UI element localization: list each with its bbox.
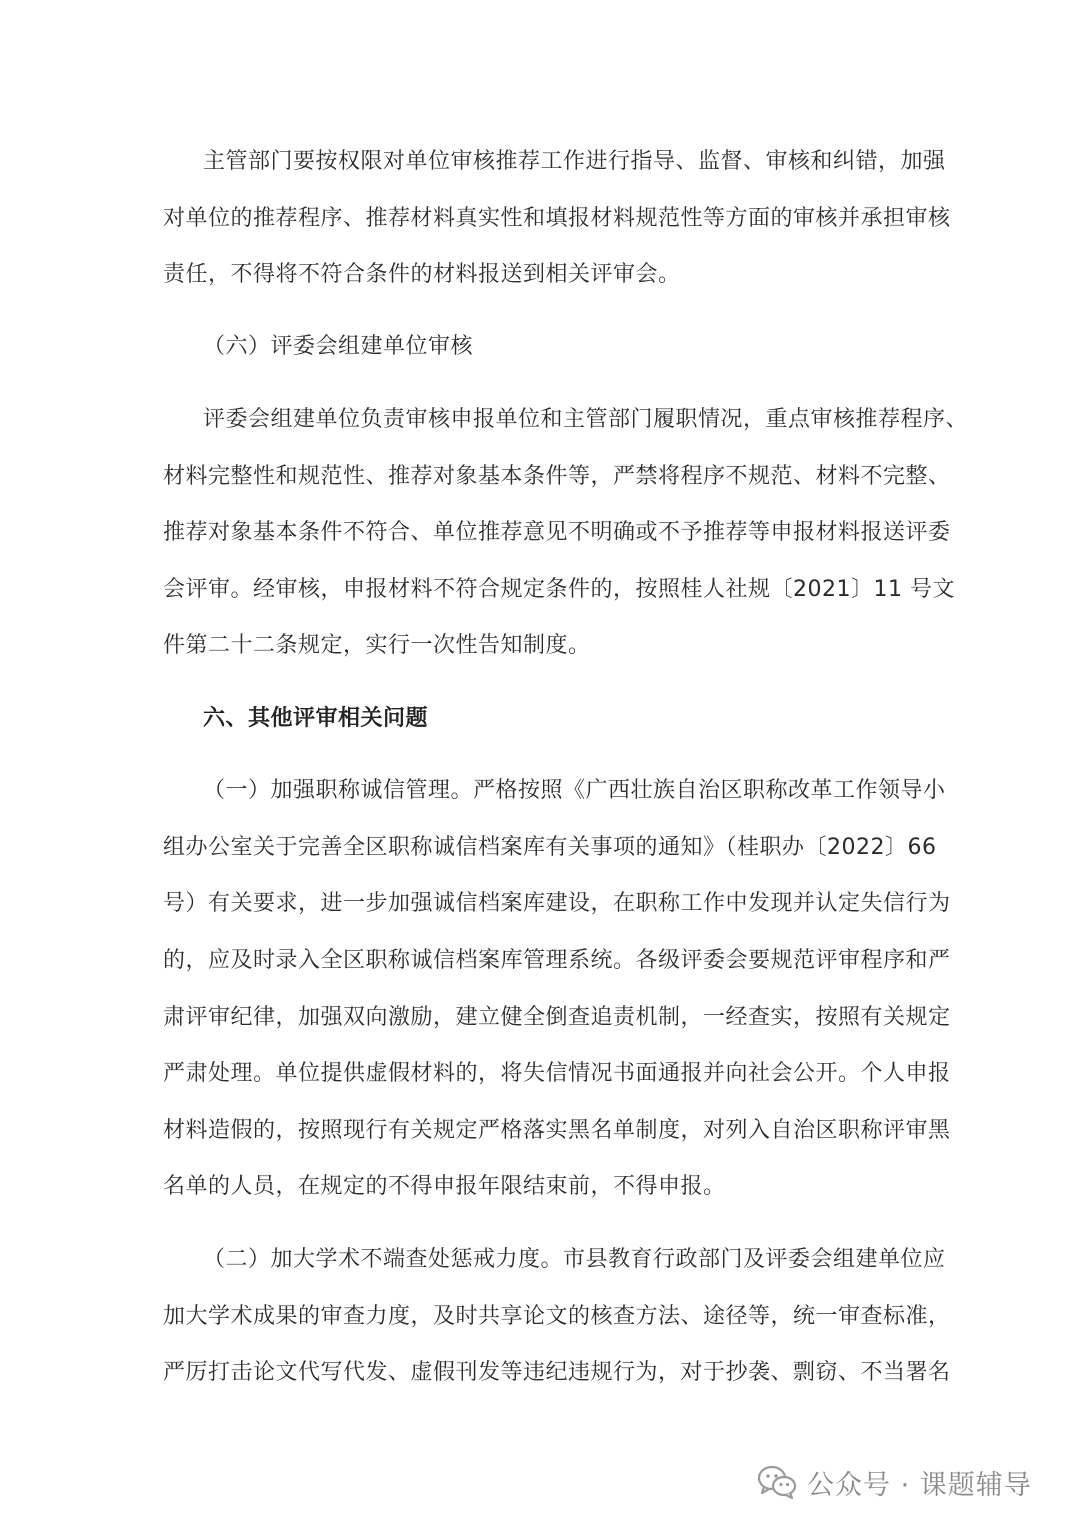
- paragraph-line: 的，应及时录入全区职称诚信档案库管理系统。各级评委会要规范评审程序和严: [163, 948, 951, 973]
- paragraph-line: 材料完整性和规范性、推荐对象基本条件等，严禁将程序不规范、材料不完整、: [163, 464, 951, 489]
- paragraph-line: 对单位的推荐程序、推荐材料真实性和填报材料规范性等方面的审核并承担审核: [163, 206, 951, 231]
- paragraph-line: 肃评审纪律，加强双向激励，建立健全倒查追责机制，一经查实，按照有关规定: [163, 1005, 951, 1030]
- paragraph-line: 件第二十二条规定，实行一次性告知制度。: [163, 633, 591, 658]
- paragraph-line: 会评审。经审核，申报材料不符合规定条件的，按照桂人社规〔2021〕11 号文: [163, 577, 955, 602]
- paragraph-line: 责任，不得将不符合条件的材料报送到相关评审会。: [163, 262, 681, 287]
- paragraph-line: （二）加大学术不端查处惩戒力度。市县教育行政部门及评委会组建单位应: [203, 1247, 946, 1272]
- subsection-heading: （六）评委会组建单位审核: [203, 334, 474, 359]
- paragraph-line: 评委会组建单位负责审核申报单位和主管部门履职情况，重点审核推荐程序、: [203, 407, 969, 432]
- section-heading: 六、其他评审相关问题: [203, 706, 429, 731]
- paragraph-line: 组办公室关于完善全区职称诚信档案库有关事项的通知》（桂职办〔2022〕66: [163, 835, 937, 860]
- paragraph-line: 严肃处理。单位提供虚假材料的，将失信情况书面通报并向社会公开。个人申报: [163, 1061, 951, 1086]
- paragraph-line: 材料造假的，按照现行有关规定严格落实黑名单制度，对列入自治区职称评审黑: [163, 1118, 951, 1143]
- watermark-text: 公众号 · 课题辅导: [807, 1469, 1032, 1501]
- paragraph-line: 推荐对象基本条件不符合、单位推荐意见不明确或不予推荐等申报材料报送评委: [163, 520, 951, 545]
- paragraph-line: 严厉打击论文代写代发、虚假刊发等违纪违规行为，对于抄袭、剽窃、不当署名: [163, 1360, 951, 1385]
- paragraph-line: 号）有关要求，进一步加强诚信档案库建设，在职称工作中发现并认定失信行为: [163, 891, 951, 916]
- wechat-watermark: [757, 1462, 1032, 1502]
- paragraph-line: 主管部门要按权限对单位审核推荐工作进行指导、监督、审核和纠错，加强: [203, 149, 946, 174]
- paragraph-line: （一）加强职称诚信管理。严格按照《广西壮族自治区职称改革工作领导小: [203, 778, 946, 803]
- wechat-icon: [757, 1465, 797, 1499]
- paragraph-line: 加大学术成果的审查力度，及时共享论文的核查方法、途径等，统一审查标准，: [163, 1304, 951, 1329]
- paragraph-line: 名单的人员，在规定的不得申报年限结束前，不得申报。: [163, 1174, 726, 1199]
